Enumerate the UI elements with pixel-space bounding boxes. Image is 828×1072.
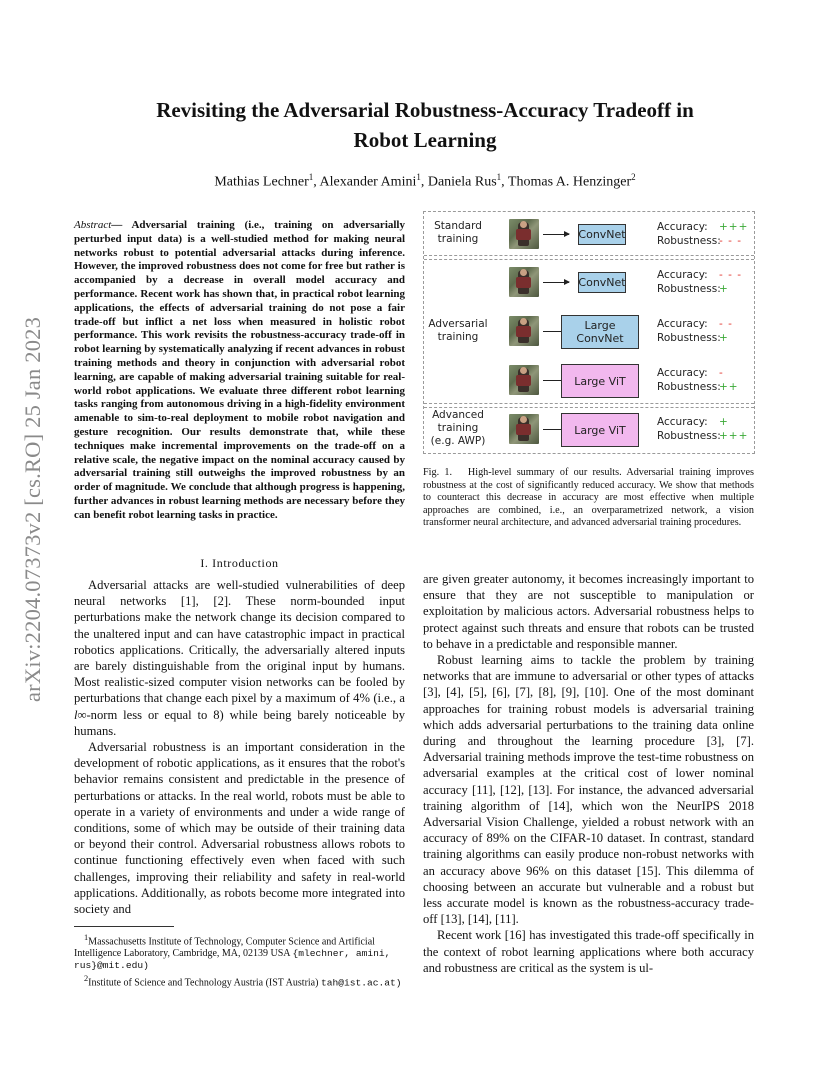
author-name: Thomas A. Henzinger [507,174,632,190]
group-label-advanced [427,409,489,448]
abstract-label: Abstract [74,219,112,231]
accuracy-value: + [719,416,729,428]
arrow-icon [543,234,569,235]
accuracy-label: Accuracy: [657,269,708,281]
paragraph-text: -norm less or equal to 8) while being barely noticeable by humans. [74,707,405,738]
metrics-row [657,268,742,296]
footnote-mark: 2 [84,974,89,984]
author-name: Mathias Lechner [214,174,309,190]
group-label-line: training [437,233,479,245]
paragraph: Recent work [16] has investigated this trade-off specifically in the context of robot learning applications where both accuracy and robustness are critical as the system is ul- [423,928,754,975]
abstract: Abstract— Adversarial training (i.e., training on adversarially perturbed input data) is a well-studied method for making neural networks robust to potential adversarial attacks during inference. However, the improved robustness does not come for free but rather is accompanied by a decrease in overall model accuracy and performance. Recent work has shown that, in practical robot learning applications, the effects of adversarial training do not pose a fair trade-off but inflict a net loss when measured in holistic robot performance. This work revisits the robustness-accuracy trade-off in robot learning by systematically analyzing if recent advances in robust training methods and theory in conjunction with adversarial robot learning, are capable of making adversarial training suitable for real-world robot applications. We evaluate three different robot learning tasks ranging from autonomous driving in a high-fidelity environment amenable to sim-to-real deployment to mobile robot navigation and gesture recognition. Our results demonstrate that, while these techniques make incremental improvements on the trade-off on a relative scale, the negative impact on the nominal accuracy caused by adversarial training still outweighs the improved robustness by an order of magnitude. We conclude that although progress is happening, further advances in robust learning methods are necessary before they can benefit robot learning tasks in practice. [74,219,405,521]
figure-1 [423,211,755,454]
footnote-text: Massachusetts Institute of Technology, Computer Science and Artificial Intelligence Laboratory, Cambridge, MA, 02139 USA [74,936,375,959]
group-label-standard [427,220,489,246]
left-column-text [74,577,405,917]
paper-title [80,95,770,155]
affiliation-mark: 1 [496,172,502,182]
paper-title-line-1: Revisiting the Adversarial Robustness-Accuracy Tradeoff in [156,98,694,122]
abstract-text: Adversarial training (i.e., training on adversarially perturbed input data) is a well-studied method for making neural networks robust to potential adversarial attacks during inference. However, the improved robustness does not come for free but rather is accompanied by a decrease in overall model accuracy and performance. Recent work has shown that, in practical robot learning applications, the effects of adversarial training do not pose a fair trade-off but inflict a net loss when measured in holistic robot performance. This work revisits the robustness-accuracy trade-off in robot learning by systematically analyzing if recent advances in robust training methods and theory in conjunction with adversarial robot learning, are capable of making adversarial training suitable for real-world robot applications. We evaluate three different robot learning tasks ranging from autonomous driving in a high-fidelity environment amenable to sim-to-real deployment to mobile robot navigation and gesture recognition. Our results demonstrate that, while these techniques make incremental improvements on the trade-off on a relative scale, the negative impact on the nominal accuracy caused by adversarial training still outweighs the improved robustness by an order of magnitude. We conclude that although progress is happening, further advances in robust learning methods are necessary before they can benefit robot learning tasks in practice. [74,219,405,521]
figure-separator [424,255,754,256]
author-list: Mathias Lechner$^1$, Alexander Amini$^1$, Daniela Rus$^1$, Thomas A. Henzinger$^2$ [214,172,636,190]
arrow-icon [543,282,569,283]
group-label-line: Adversarial [428,318,488,330]
robustness-label: Robustness: [657,381,721,393]
figure-separator [424,403,754,404]
caption-text: High-level summary of our results. Adversarial training improves robustness at the cost of significantly reduced accuracy. We show that methods to counteract this decrease in accuracy are most effective when multiple approaches are combined, i.e., an overparametrized network, a vision transformer neural architecture, and advanced adversarial training procedures. [423,467,755,529]
robustness-value: + [719,332,729,344]
paper-title-line-2: Robot Learning [353,128,497,152]
author-name: Daniela Rus [427,174,497,190]
affiliation-mark: 1 [416,172,421,182]
right-column-text [423,571,754,976]
group-label-line: Standard [434,220,482,232]
paragraph-text: Adversarial attacks are well-studied vulnerabilities of deep neural networks [1], [2]. These norm-bounded input perturbations make the network change its decision compared to the unaltered input and can have catastrophic impact in practical robotics applications. Critically, the adversarially altered inputs are barely distinguishable from the original input by humans. Most realistic-sized computer vision networks can be fooled by perturbations that change each pixel by a maximum of 4% (i.e., a [74,578,405,706]
group-label-line: Advanced [432,409,484,421]
accuracy-value: - - - [719,269,743,281]
model-box-convnet: ConvNet [578,224,626,245]
accuracy-label: Accuracy: [657,221,708,233]
footnote-1 [74,932,405,971]
robustness-value: - - - [719,235,743,247]
accuracy-label: Accuracy: [657,416,708,428]
model-box-large-convnet: Large ConvNet [561,315,639,349]
affiliation-mark: 1 [308,172,314,182]
input-image-thumbnail [509,414,539,444]
footnote-text: Institute of Science and Technology Austria (IST Austria) [88,977,321,989]
group-label-line: training [437,422,479,434]
metrics-row [657,366,739,394]
footnote-2 [74,973,405,989]
group-label-line: (e.g. AWP) [430,435,486,447]
footnote-rule [74,926,174,927]
accuracy-label: Accuracy: [657,367,708,379]
metrics-row [657,317,733,345]
paragraph [74,577,405,739]
accuracy-value: - [719,367,724,379]
accuracy-value: - - [719,318,733,330]
footnote-mark: 1 [84,933,89,942]
robustness-label: Robustness: [657,430,721,442]
figure-caption [423,467,754,530]
model-box-large-vit: Large ViT [561,413,639,447]
metrics-row [657,415,748,443]
paragraph: Adversarial robustness is an important consideration in the development of robotic applications, as it ensures that the robot's behavior remains consistent and predictable in the presence of perturbations or attacks. In the real world, robots must be able to operate in a variety of environments and under a wide range of conditions, some of which may be outside of their training data or beyond their control. Adversarial robustness allows robots to continue functioning effectively even when faced with such challenges, improving their reliability and safety in real-world applications. Additionally, as robots become more integrated into society and [74,740,405,917]
input-image-thumbnail [509,219,539,249]
footnote-email: {mlechner, amini, rus}@mit.edu) [74,947,391,971]
footnotes [74,932,405,991]
arxiv-identifier: arXiv:2204.07373v2 [cs.RO] 25 Jan 2023 [20,316,45,702]
input-image-thumbnail [509,267,539,297]
affiliation-mark: 2 [631,172,636,182]
accuracy-value: +++ [719,221,749,233]
accuracy-label: Accuracy: [657,318,708,330]
model-box-large-vit: Large ViT [561,364,639,398]
robustness-value: ++ [719,381,739,393]
caption-label: Fig. 1. [423,467,453,478]
model-box-convnet: ConvNet [578,272,626,293]
footnote-email: tah@ist.ac.at) [320,977,402,989]
group-label-adversarial [427,318,489,344]
robustness-label: Robustness: [657,332,721,344]
paragraph: Robust learning aims to tackle the problem by training networks that are immune to adversarial or other types of attacks [3], [4], [5], [6], [7], [8], [9], [10]. One of the most dominant approaches for training robust models is adversarial training which adds adversarial perturbations to the training data online during and throughout the learning procedure [3], [7]. Adversarial training methods improve the test-time robustness on adversarial examples at the critical cost of lower nominal accuracy [11], [12], [13]. For instance, the advanced adversarial training algorithm of [14], which won the NeurIPS 2018 Adversarial Vision Challenge, yielded a robust network with an accuracy of 89% on the CIFAR-10 dataset. In contrast, standard training algorithms can easily produce non-robust networks with an accuracy above 96% on this dataset [15]. This dilemma of choosing between an accurate but vulnerable and a robust but less accurate model is known as the robustness-accuracy trade-off [13], [14], [11]. [423,653,754,927]
robustness-value: + [719,283,729,295]
section-heading: I. Introduction [200,556,279,570]
input-image-thumbnail [509,365,539,395]
math-symbol: l∞ [74,707,87,722]
input-image-thumbnail [509,316,539,346]
figure-separator [424,407,754,408]
author-name: Alexander Amini [319,174,417,190]
robustness-label: Robustness: [657,235,721,247]
metrics-row [657,220,748,248]
figure-separator [424,259,754,260]
group-label-line: training [437,331,479,343]
robustness-value: +++ [719,430,749,442]
robustness-label: Robustness: [657,283,721,295]
paragraph: are given greater autonomy, it becomes increasingly important to ensure that they are not susceptible to manipulation or exploitation by malicious actors. Adversarial robustness helps to protect against such threats and ensure that robots can be trusted to behave in a predictable and responsible manner. [423,572,754,651]
